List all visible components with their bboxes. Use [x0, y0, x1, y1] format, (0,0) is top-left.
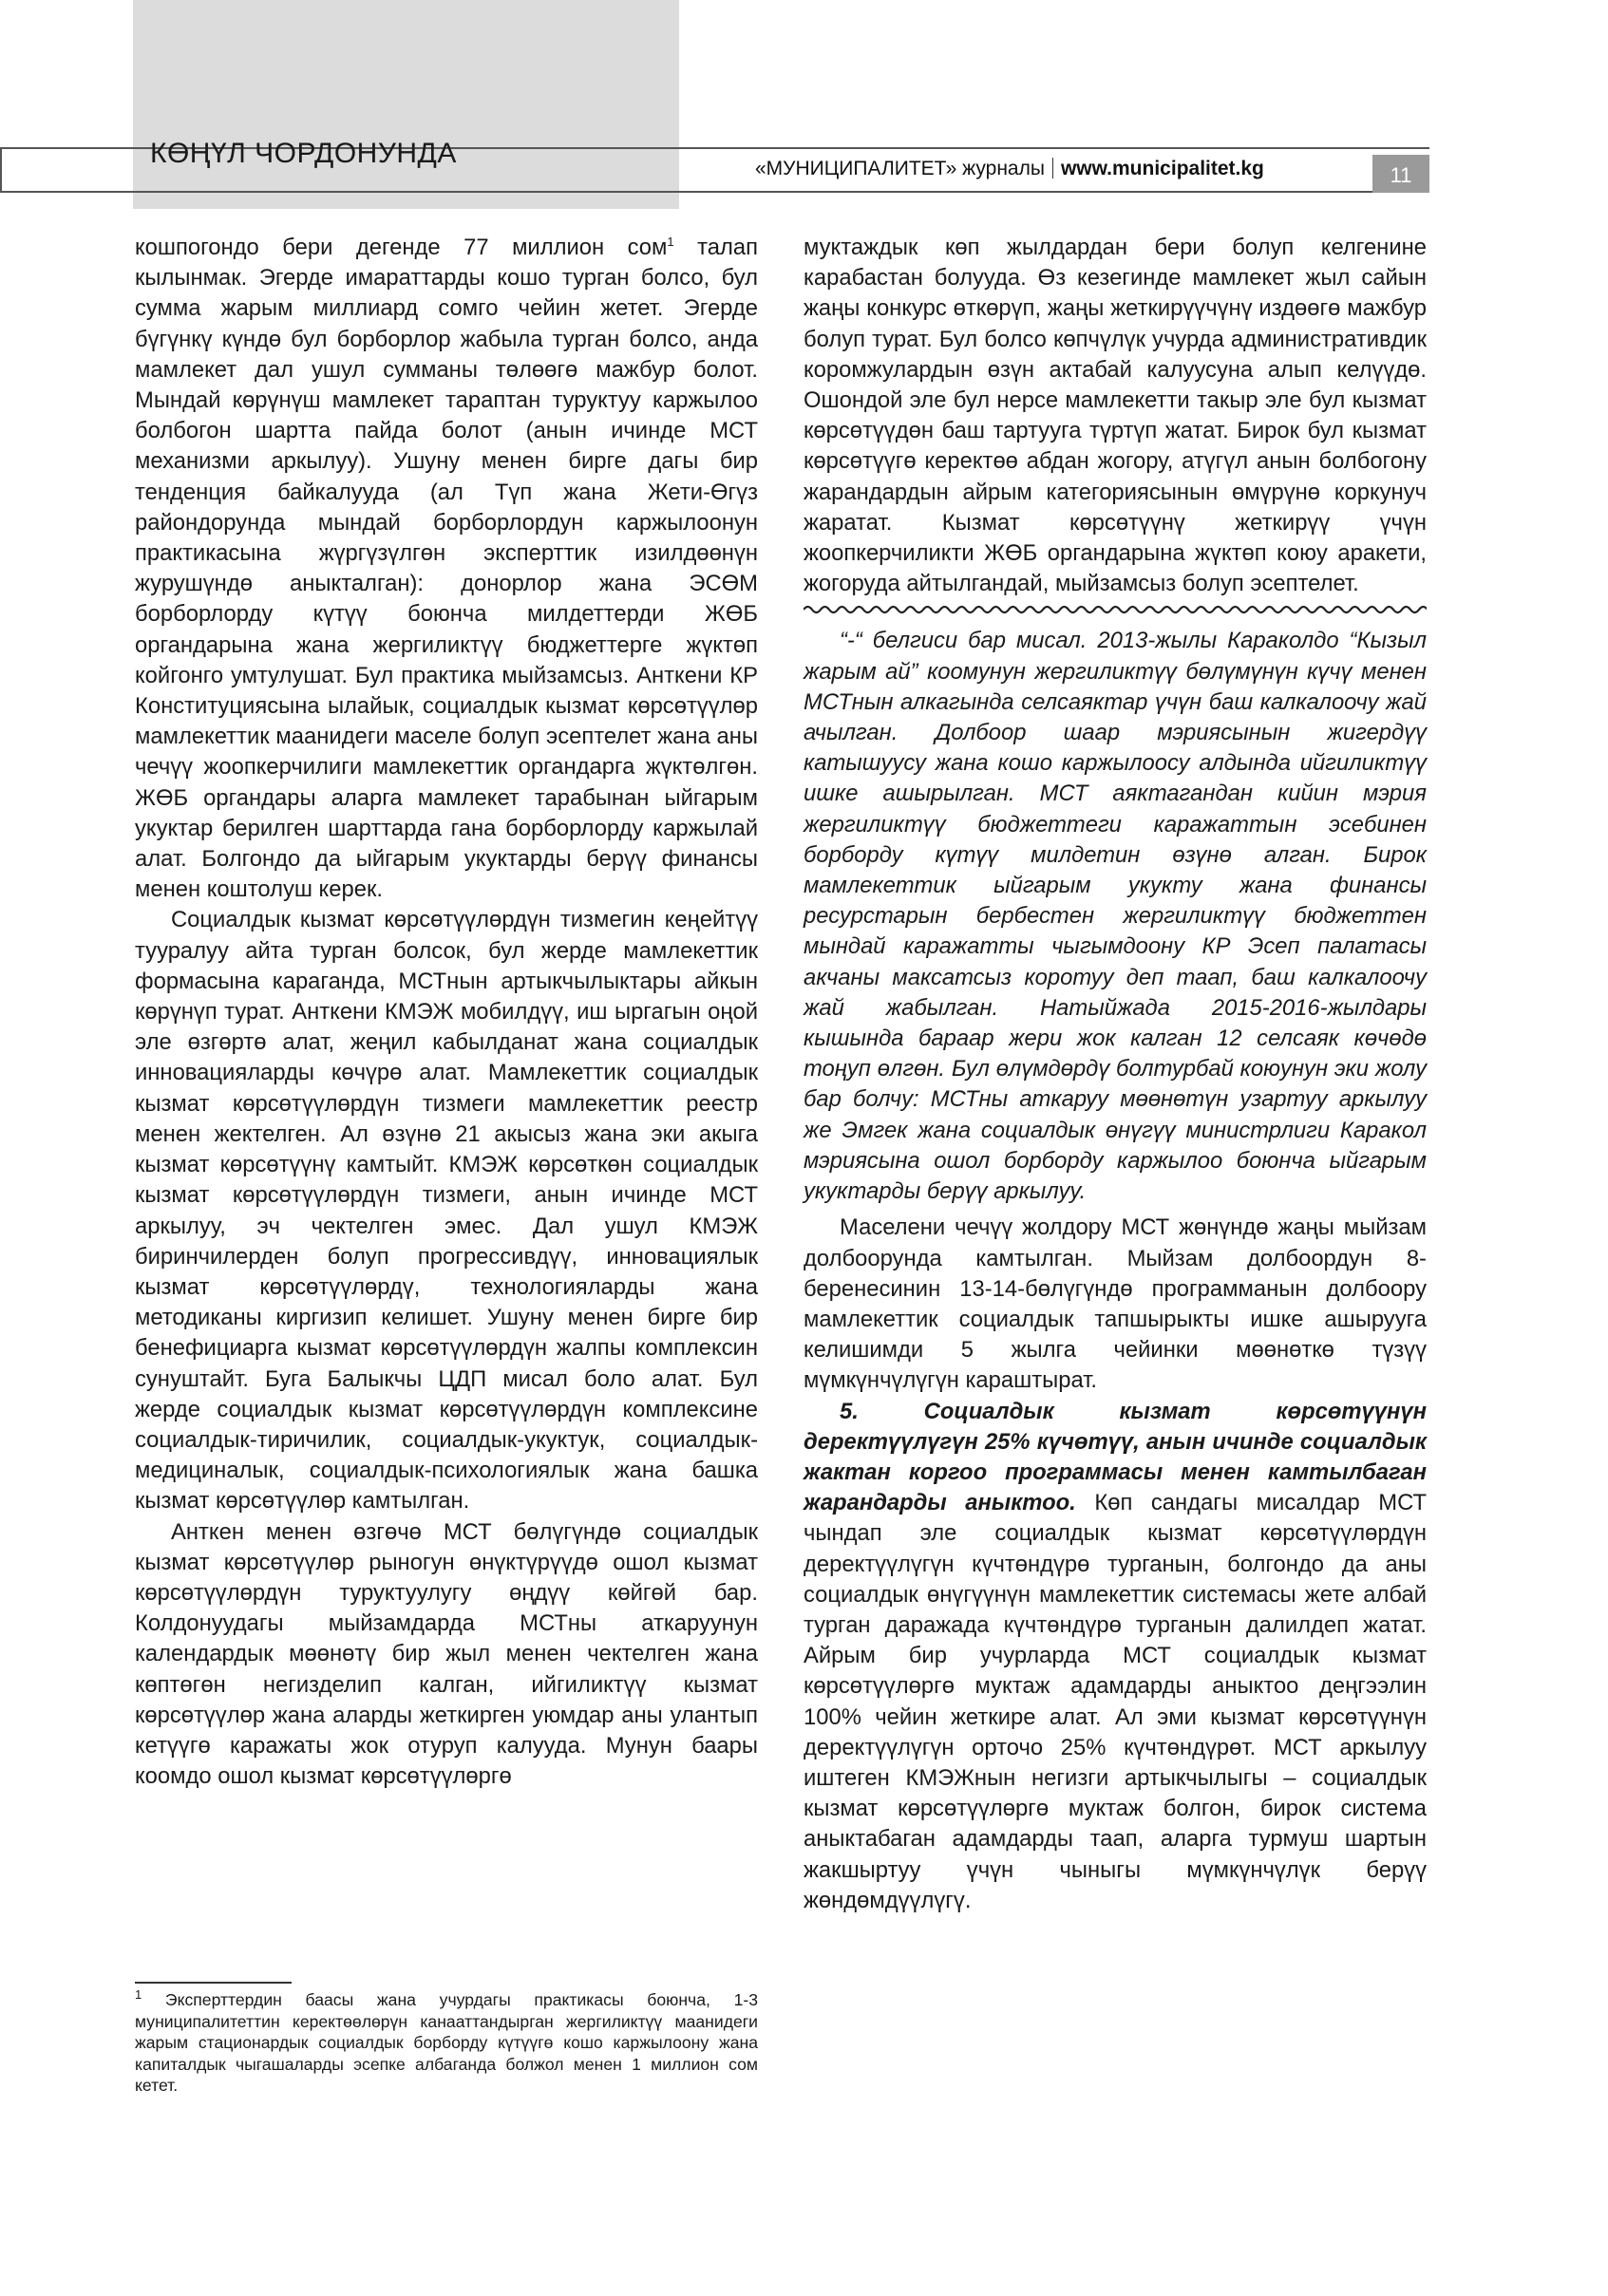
header-grey-block — [133, 0, 679, 209]
footnote — [135, 1989, 758, 2097]
left-column — [135, 233, 758, 1792]
footnote-reference[interactable]: 1 — [667, 235, 674, 250]
left-paragraph-1-rest: талап кылынмак. Эгерде имараттарды кошо турган болсо, бул сумма жарым миллиард сомго чейин жетет. Эгерде бүгүнкү күндө бул борборлор жабыла турган болсо, анда мамлекет дал ушул сумманы төлөөгө мажбур болот. Мындай көрүнүш мамлекет тараптан туруктуу каржылоо болбогон шартта пайда болот (анын ичинде МСТ механизми аркылуу). Ушуну менен бирге дагы бир тенденция байкалууда (ал Түп жана Жети-Өгүз райондорунда мындай борборлордун каржылоонун практикасына жүргүзүлгөн эксперттик изилдөөнүн журушүндө аныкталган): донорлор жана ЭСӨМ борборлорду күтүү боюнча милдеттерди ЖӨБ органдарына жана жергиликтүү бюджеттерге жүктөп койгонго умтулушат. Бул практика мыйзамсыз. Анткени КР Конституциясына ылайык, социалдык кызмат көрсөтүүлөр мамлекеттик маанидеги маселе болуп эсептелет жана аны чечүү жоопкерчилиги мамлекеттик органдарга жүктөлгөн. ЖӨБ органдары аларга мамлекет тарабынан ыйгарым укуктар берилген шарттарда гана борборлорду каржылай алат. Болгондо да ыйгарым укуктарды берүү финансы менен коштолуш керек. — [135, 235, 759, 903]
wavy-divider — [804, 603, 1427, 616]
header-left-edge — [0, 147, 2, 193]
footnote-rule — [135, 1982, 292, 1984]
page-number: 11 — [1372, 155, 1429, 193]
journal-name: «МУНИЦИПАЛИТЕТ» журналы — [755, 158, 1045, 179]
right-paragraph-1: муктаждык көп жылдардан бери болуп келгенине карабастан болууда. Өз кезегинде мамлекет жыл сайын жаңы конкурс өткөрүп, жаңы жеткирүүчүнү издөөгө мажбур болуп турат. Бул болсо көпчүлүк учурда административдик коромжулардын өзүн актабай калуусуна алып келүүдө. Ошондой эле бул нерсе мамлекетти такыр эле бул кызмат көрсөтүүдөн баш тартууга түртүп жатат. Бирок бул кызмат көрсөтүүгө керектөө абдан жогору, атүгүл анын болбогону жарандардын айрым категорияcынын өмүрүнө коркунуч жаратат. Кызмат көрсөтүүнү жеткирүү үчүн жоопкерчиликти ЖӨБ органдарына жүктөп коюу аракети, жогоруда айтылгандай, мыйзамсыз болуп эсептелет. — [804, 235, 1427, 597]
website-link[interactable]: www.municipalitet.kg — [1060, 158, 1264, 179]
header-bottom-rule — [0, 191, 1429, 193]
right-paragraph-2: Маселени чечүү жолдору МСТ жөнүндө жаңы мыйзам долбоорунда камтылган. Мыйзам долбоордун 8-беренесинин 13-14-бөлүгүндө программанын долбоору мамлекеттик социалдык тапшырыкты ишке ашырууга келишимди 5 жылга чейинки мөөнөткө түзүү мүмкүнчүлүгүн караштырат. — [804, 1214, 1427, 1394]
left-paragraph-1 — [135, 233, 758, 905]
right-column — [804, 233, 1427, 1916]
journal-info — [755, 158, 1264, 180]
right-paragraph-3 — [804, 1397, 1427, 1916]
left-paragraph-1-start: кошпогондо бери дегенде 77 миллион сом — [135, 235, 668, 260]
left-paragraph-2: Социалдык кызмат көрсөтүүлөрдүн тизмегин кеңейтүү тууралуу айта турган болсок, бул жерде мамлекеттик формасына караганда, МСТнын артыкчылыктары айкын көрүнүп турат. Анткени КМЭЖ мобилдүү, иш ыргагын оңой эле өзгөртө алат, жеңил кабылданат жана социалдык инновацияларды көчүрө алат. Мамлекеттик социалдык кызмат көрсөтүүлөрдүн тизмеги мамлекеттик реестр менен жектелген. Ал өзүнө 21 акысыз жана эки акыга кызмат көрсөтүүнү камтыйт. КМЭЖ көрсөткөн социалдык кызмат көрсөтүүлөрдүн тизмеги, анын ичинде МСТ аркылуу, эч чектелген эмес. Дал ушул КМЭЖ биринчилерден болуп прогрессивдүү, инновациялык кызмат көрсөтүүлөрдү, технологияларды жана методиканы киргизип келишет. Ушуну менен бирге бир бенефициарга кызмат көрсөтүүлөрдүн жалпы комплексин сунуштайт. Буга Балыкчы ЦДП мисал боло алат. Бул жерде социалдык кызмат көрсөтүүлөрдүн комплексине социалдык-тиричилик, социалдык-укуктук, социалдык-медициналык, социалдык-психологиялык жана башка кызмат көрсөтүүлөр камтылган. — [135, 907, 758, 1515]
example-box-text: “-“ белгиси бар мисал. 2013-жылы Караколдо “Кызыл жарым ай” коомунун жергиликтүү бөлүмүнүн күчү менен МСТнын алкагында селсаяктар үчүн баш калкалоочу жай ачылган. Долбоор шаар мэриясынын жигердүү катышуусу жана кошо каржылоосу алдында ийгиликтүү ишке ашырылган. МСТ аяктагандан кийин мэрия жергиликтүү бюджеттеги каражаттын эсебинен борборду күтүү милдетин өзүнө алган. Бирок мамлекеттик ыйгарым укукту жана финансы ресурстарын бербестен жергиликтүү бюджеттен мындай каражатты чыгымдоону КР Эсеп палатасы акчаны максатсыз коротуу деп таап, баш калкалоочу жай жабылган. Натыйжада 2015-2016-жылдары кышында бараар жери жок калган 12 селсаяк көчөдө тоңуп өлгөн. Бул өлүмдөрдү болтурбай коюунун эки жолу бар болчу: МСТны аткаруу мөөнөтүн узартуу аркылуу же Эмгек жана социалдык өнүгүү министрлиги Каракол мэриясына ошол борборду каржылоо боюнча ыйгарым укуктарды берүү аркылуу. — [804, 628, 1427, 1205]
journal-separator — [1052, 158, 1053, 179]
footnote-mark: 1 — [135, 1987, 142, 2003]
right-paragraph-3-rest: Көп сандагы мисалдар МСТ чындап эле социалдык кызмат көрсөтүүлөрдүн деректүүлүгүн күчтөндүрө турганын, болгондо да аны социалдык өнүгүүнүн мамлекеттик системасы жете албай турган даражада күчтөндүрө турганын далилдеп жатат. Айрым бир учурларда МСТ социалдык кызмат көрсөтүүлөргө муктаж адамдарды аныктоо деңгээлин 100% чейин жеткире алат. Ал эми кызмат көрсөтүүнүн деректүүлүгүн орточо 25% күчтөндүрөт. МСТ аркылуу иштеген КМЭЖнын негизги артыкчылыгы – социалдык кызмат көрсөтүүлөргө муктаж болгон, бирок система аныктабаган адамдарды таап, аларга турмуш шартын жакшыртуу үчүн чыныгы мүмкүнчүлүк берүү жөндөмдүүлүгү. — [804, 1490, 1427, 1913]
section-5-heading: 5. Социалдык кызмат көрсөтүүнүн деректүүлүгүн 25% күчөтүү, анын ичинде социалдык жактан коргоо программасы менен камтылбаган жарандарды аныктоо. — [804, 1398, 1427, 1516]
footnote-text: Эксперттердин баасы жана учурдагы практикасы боюнча, 1-3 муниципалитеттин керектөөлөрүн канааттандырган жергиликтүү маанидеги жарым стационардык социалдык борборду күтүүгө кошо каржылоону жана капиталдык чыгашаларды эсепке албаганда болжол менен 1 миллион сом кетет. — [135, 1990, 758, 2095]
section-title: КӨҢҮЛ ЧОРДОНУНДА — [150, 138, 457, 169]
left-paragraph-3: Анткен менен өзгөчө МСТ бөлүгүндө социалдык кызмат көрсөтүүлөр рыногун өнүктүрүүдө ошол кызмат көрсөтүүлөрдүн туруктуулугу өңдүү көйгөй бар. Колдонуудагы мыйзамдарда МСТны аткаруунун календардык мөөнөтү бир жыл менен чектелген жана көптөгөн негизделип калган, ийгиликтүү кызмат көрсөтүүлөр жана аларды жеткирген уюмдар аны улантып кетүүгө каражаты жок отуруп калууда. Мунун баары коомдо ошол кызмат көрсөтүүлөргө — [135, 1518, 758, 1790]
